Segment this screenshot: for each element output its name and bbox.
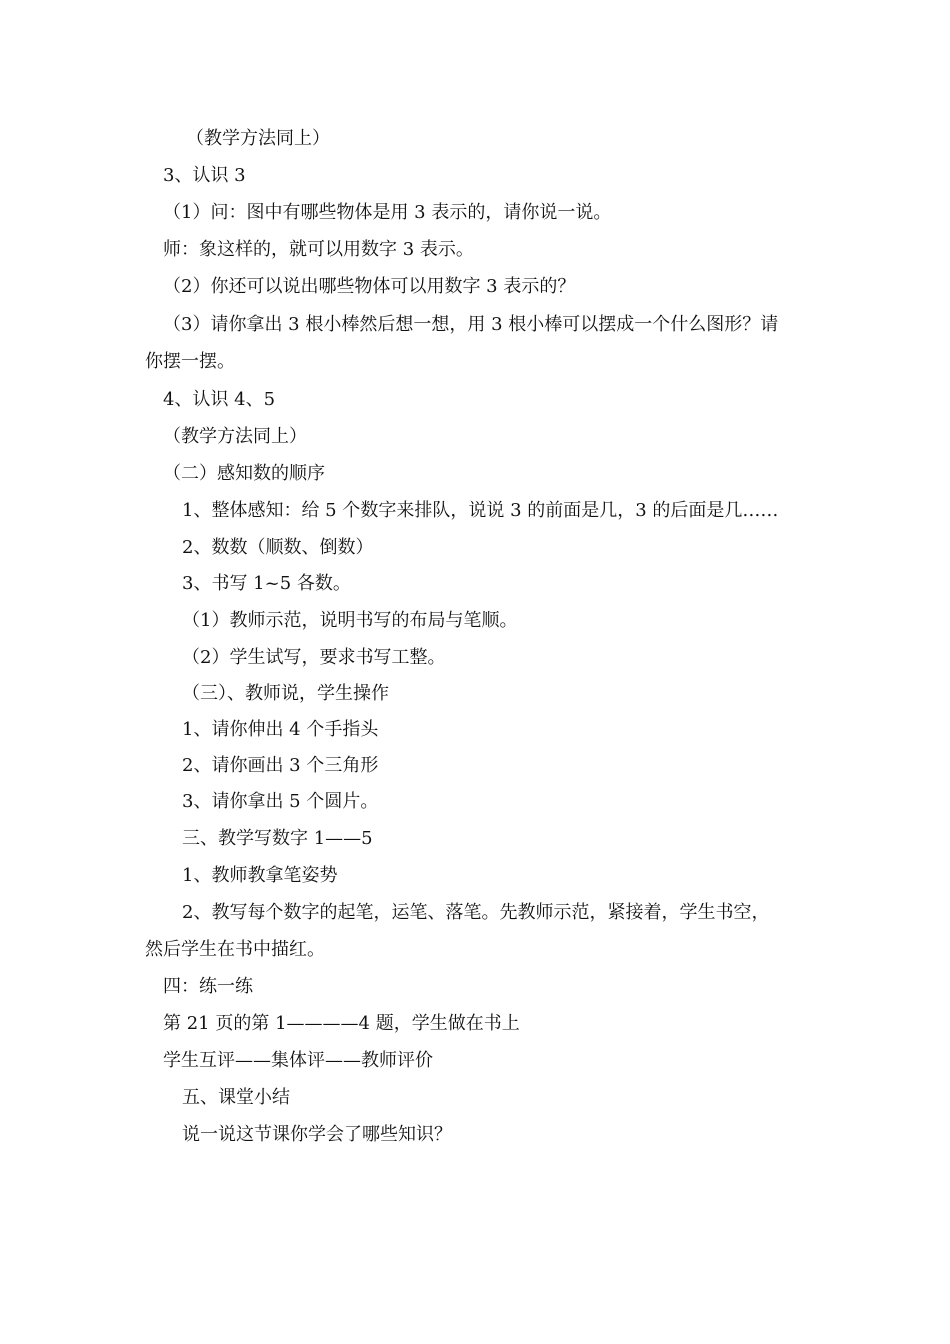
text-line: 2、请你画出 3 个三角形: [182, 755, 379, 776]
text-line: 1、请你伸出 4 个手指头: [182, 719, 379, 740]
text-line: 学生互评——集体评——教师评价: [163, 1050, 433, 1071]
text-line: 师：象这样的，就可以用数字 3 表示。: [163, 239, 474, 260]
text-line: 1、整体感知：给 5 个数字来排队，说说 3 的前面是几，3 的后面是几……: [182, 500, 779, 521]
text-line: （教学方法同上）: [163, 426, 307, 447]
text-line: （1）教师示范，说明书写的布局与笔顺。: [182, 610, 518, 631]
text-line: 第 21 页的第 1————4 题，学生做在书上: [163, 1013, 520, 1034]
section-heading: （三）、教师说，学生操作: [182, 683, 389, 704]
text-line: 说一说这节课你学会了哪些知识？: [182, 1124, 452, 1145]
text-line: （2）学生试写，要求书写工整。: [182, 647, 446, 668]
section-heading: 4、认识 4、5: [163, 389, 276, 410]
section-heading: 3、认识 3: [163, 165, 246, 186]
text-line: 你摆一摆。: [145, 351, 235, 372]
text-line: （教学方法同上）: [186, 128, 330, 149]
text-line: 3、书写 1~5 各数。: [182, 573, 351, 594]
text-line: 2、教写每个数字的起笔，运笔、落笔。先教师示范，紧接着，学生书空，: [182, 902, 770, 923]
section-heading: （二）感知数的顺序: [163, 463, 325, 484]
text-line: （1）问：图中有哪些物体是用 3 表示的，请你说一说。: [163, 202, 612, 223]
section-heading: 四：练一练: [163, 976, 253, 997]
section-heading: 五、课堂小结: [182, 1087, 290, 1108]
text-line: 3、请你拿出 5 个圆片。: [182, 791, 379, 812]
text-line: 2、数数（顺数、倒数）: [182, 537, 374, 558]
text-line: （3）请你拿出 3 根小棒然后想一想，用 3 根小棒可以摆成一个什么图形？请: [163, 314, 779, 335]
text-line: 然后学生在书中描红。: [145, 939, 325, 960]
text-line: 1、教师教拿笔姿势: [182, 865, 338, 886]
section-heading: 三、教学写数字 1——5: [182, 828, 373, 849]
text-line: （2）你还可以说出哪些物体可以用数字 3 表示的？: [163, 276, 576, 297]
